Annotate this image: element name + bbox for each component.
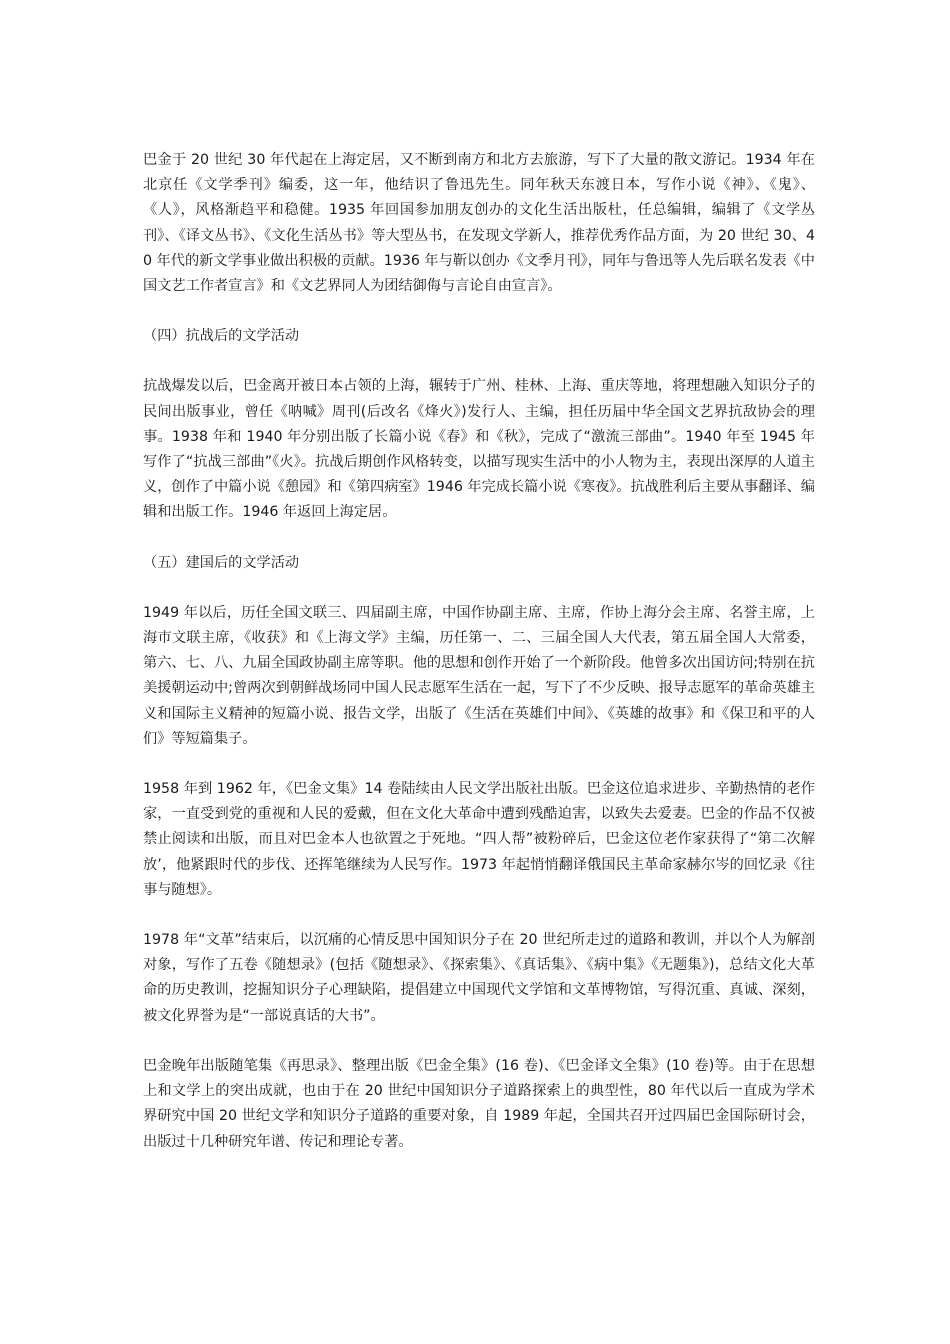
paragraph-late-years: 巴金晚年出版随笔集《再思录》、整理出版《巴金全集》(16 卷)、《巴金译文全集》(10 卷)等。由于在思想上和文学上的突出成就，也由于在 20 世纪中国知识分子道路探索上的典型性，80 年代以后一直成为学术界研究中国 20 世纪文学和知识分子道路的重要对象，自 1989 年起，全国共召开过四届巴金国际研讨会，出版过十几种研究年谱、传记和理论专著。 [143,1057,815,1150]
paragraph-wartime: 抗战爆发以后，巴金离开被日本占领的上海，辗转于广州、桂林、上海、重庆等地，将理想融入知识分子的民间出版事业，曾任《呐喊》周刊(后改名《烽火》)发行人、主编，担任历届中华全国文艺界抗敌协会的理事。1938 年和 1940 年分别出版了长篇小说《春》和《秋》，完成了“激流三部曲”。1940 年至 1945 年写作了“抗战三部曲”《火》。抗战后期创作风格转变，以描写现实生活中的小人物为主，表现出深厚的人道主义，创作了中篇小说《憩园》和《第四病室》1946 年完成长篇小说《寒夜》。抗战胜利后主要从事翻译、编辑和出版工作。1946 年返回上海定居。 [143,378,815,521]
paragraph-1958-1973: 1958 年到 1962 年，《巴金文集》14 卷陆续由人民文学出版社出版。巴金这位追求进步、辛勤热情的老作家，一直受到党的重视和人民的爱戴，但在文化大革命中遭到残酷迫害，以致失去爱妻。巴金的作品不仅被禁止阅读和出版，而且对巴金本人也欲置之于死地。“四人帮”被粉碎后，巴金这位老作家获得了“第二次解放’，他紧跟时代的步伐、还挥笔继续为人民写作。1973 年起悄悄翻译俄国民主革命家赫尔岑的回忆录《往事与随想》。 [143,781,815,898]
paragraph-1930s: 巴金于 20 世纪 30 年代起在上海定居，又不断到南方和北方去旅游，写下了大量的散文游记。1934 年在北京任《文学季刊》编委，这一年，他结识了鲁迅先生。同年秋天东渡日本，写作小说《神》、《鬼》、《人》，风格渐趋平和稳健。1935 年回国参加朋友创办的文化生活出版杜，任总编辑，编辑了《文学丛刊》、《译文丛书》、《文化生活丛书》等大型丛书，在发现文学新人，推荐优秀作品方面，为 20 世纪 30、40 年代的新文学事业做出积极的贡献。1936 年与靳以创办《文季月刊》，同年与鲁迅等人先后联名发表《中国文艺工作者宣言》和《文艺界同人为团结御侮与言论自由宣言》。 [143,152,815,295]
section-heading-4: （四）抗战后的文学活动 [143,328,300,345]
paragraph-post-1949: 1949 年以后，历任全国文联三、四届副主席，中国作协副主席、主席，作协上海分会主席、名誉主席，上海市文联主席，《收获》和《上海文学》主编，历任第一、二、三届全国人大代表，第五届全国人大常委，第六、七、八、九届全国政协副主席等职。他的思想和创作开始了一个新阶段。他曾多次出国访问;特别在抗美援朝运动中;曾两次到朝鲜战场同中国人民志愿军生活在一起，写下了不少反映、报导志愿军的革命英雄主义和国际主义精神的短篇小说、报告文学，出版了《生活在英雄们中间》、《英雄的故事》和《保卫和平的人们》等短篇集子。 [143,604,815,747]
section-heading-5: （五）建国后的文学活动 [143,554,300,571]
paragraph-1978: 1978 年“文革”结束后，以沉痛的心情反思中国知识分子在 20 世纪所走过的道路和教训，并以个人为解剖对象，写作了五卷《随想录》(包括《随想录》、《探索集》、《真话集》、《病中集》《无题集》)，总结文化大革命的历史教训，挖掘知识分子心理缺陷，提倡建立中国现代文学馆和文革博物馆，写得沉重、真诚、深刻，被文化界誉为是“一部说真话的大书”。 [143,932,815,1024]
document-body [143,148,815,1180]
